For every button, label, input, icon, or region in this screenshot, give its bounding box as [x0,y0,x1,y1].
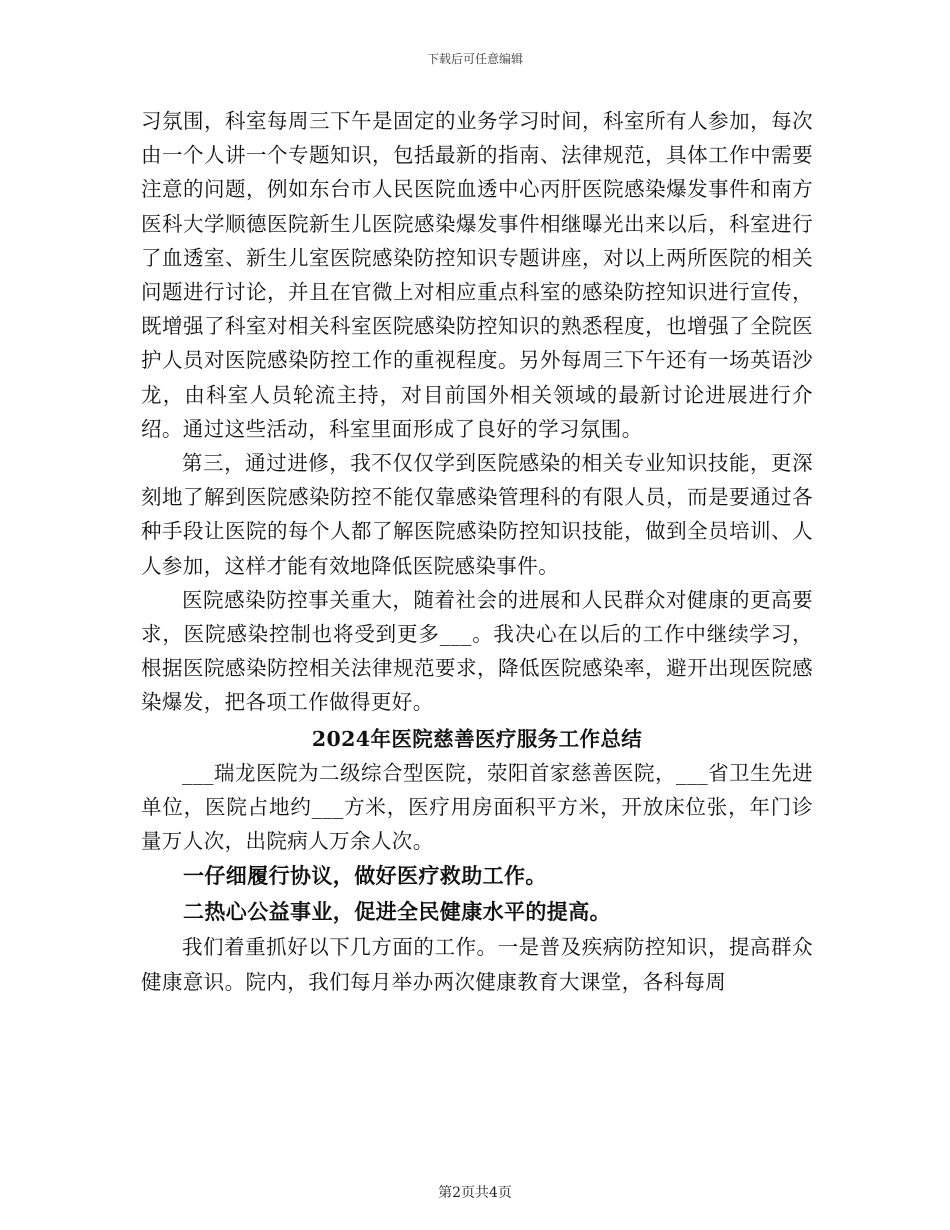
subheading-two: 二热心公益事业，促进全民健康水平的提高。 [183,899,611,925]
paragraph-third-point: 第三，通过进修，我不仅仅学到医院感染的相关专业知识技能，更深刻地了解到医院感染防控不能仅靠感染管理科的有限人员，而是要通过各种手段让医院的每个人都了解医院感染防控知识技能，做到全员培训、人人参加，这样才能有效地降低医院感染事件。 [141,451,813,578]
paragraph-work-focus: 我们着重抓好以下几方面的工作。一是普及疾病防控知识，提高群众健康意识。院内，我们每月举办两次健康教育大课堂，各科每周 [141,935,813,994]
paragraph-continuation: 习氛围，科室每周三下午是固定的业务学习时间，科室所有人参加，每次由一个人讲一个专题知识，包括最新的指南、法律规范，具体工作中需要注意的问题，例如东台市人民医院血透中心丙肝医院感染爆发事件和南方医科大学顺德医院新生儿医院感染爆发事件相继曝光出来以后，科室进行了血透室、新生儿室医院感染防控知识专题讲座，对以上两所医院的相关问题进行讨论，并且在官微上对相应重点科室的感染防控知识进行宣传，既增强了科室对相关科室医院感染防控知识的熟悉程度，也增强了全院医护人员对医院感染防控工作的重视程度。另外每周三下午还有一场英语沙龙，由科室人员轮流主持，对目前国外相关领域的最新讨论进展进行介绍。通过这些活动，科室里面形成了良好的学习氛围。 [141,109,813,441]
page-footer: 第2页共4页 [438,1185,512,1201]
page-header: 下载后可任意编辑 [426,52,523,66]
section-title: 2024年医院慈善医疗服务工作总结 [311,726,643,751]
subheading-one: 一仔细履行协议，做好医疗救助工作。 [183,863,547,889]
document-body [141,104,813,999]
paragraph-conclusion: 医院感染防控事关重大，随着社会的进展和人民群众对健康的更高要求，医院感染控制也将受到更多___。我决心在以后的工作中继续学习，根据医院感染防控相关法律规范要求，降低医院感染率，避开出现医院感染爆发，把各项工作做得更好。 [141,587,813,715]
paragraph-hospital-intro: ___瑞龙医院为二级综合型医院，荥阳首家慈善医院，___省卫生先进单位，医院占地约___方米，医疗用房面积平方米，开放床位张，年门诊量万人次，出院病人万余人次。 [141,760,813,854]
